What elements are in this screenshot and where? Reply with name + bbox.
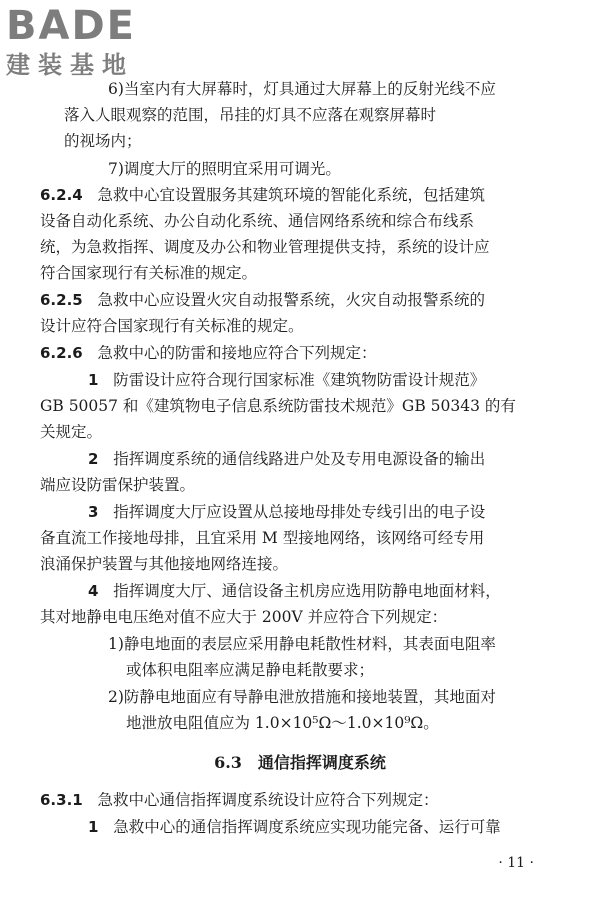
text-line: 备直流工作接地母排，且宜采用 M 型接地网络，该网络可经专用 [40,529,485,547]
text-line: 端应设防雷保护装置。 [40,476,196,494]
clause-line: 6.2.5 急救中心应设置火灾自动报警系统，火灾自动报警系统的 [40,291,486,309]
item-number: 4 [88,582,99,600]
clause-number: 6.2.4 [40,186,83,204]
page-number: · 11 · [498,855,534,871]
item-line: 4 指挥调度大厅、通信设备主机房应选用防静电地面材料， [88,582,501,600]
clause-number: 6.3.1 [40,791,83,809]
item-number: 3 [88,503,99,521]
watermark-subtitle: 建装基地 [6,51,134,79]
text-line: 6)当室内有大屏幕时，灯具通过大屏幕上的反射光线不应 [108,80,496,98]
text-line: 符合国家现行有关标准的规定。 [40,264,258,282]
bade-watermark-logo [6,3,176,88]
text-line: 设备自动化系统、办公自动化系统、通信网络系统和综合布线系 [40,212,475,230]
text-line: 地泄放电阻值应为 1.0×10⁵Ω～1.0×10⁹Ω。 [126,714,439,732]
clause-line: 6.2.4 急救中心宜设置服务其建筑环境的智能化系统，包括建筑 [40,186,486,204]
text-line: 落入人眼观察的范围，吊挂的灯具不应落在观察屏幕时 [64,106,437,124]
item-line: 3 指挥调度大厅应设置从总接地母排处专线引出的电子设 [88,503,486,521]
item-number: 2 [88,450,99,468]
text-line: 浪涌保护装置与其他接地网络连接。 [40,555,289,573]
text-line: 其对地静电电压绝对值不应大于 200V 并应符合下列规定： [40,608,448,626]
clause-number: 6.2.6 [40,344,83,362]
text-line: GB 50057 和《建筑物电子信息系统防雷技术规范》GB 50343 的有 [40,397,516,415]
clause-line: 6.3.1 急救中心通信指挥调度系统设计应符合下列规定： [40,791,439,809]
item-line: 1 急救中心的通信指挥调度系统应实现功能完备、运行可靠 [88,818,501,836]
text-line: 7)调度大厅的照明宜采用可调光。 [108,160,341,178]
clause-number: 6.2.5 [40,291,83,309]
text-line: 关规定。 [40,423,103,441]
text-line: 设计应符合国家现行有关标准的规定。 [40,317,304,335]
text-line: 2)防静电地面应有导静电泄放措施和接地装置，其地面对 [108,688,496,706]
text-line: 或体积电阻率应满足静电耗散要求； [126,661,375,679]
text-line: 的视场内； [64,132,142,150]
clause-line: 6.2.6 急救中心的防雷和接地应符合下列规定： [40,344,377,362]
item-number: 1 [88,818,99,836]
item-line: 2 指挥调度系统的通信线路进户处及专用电源设备的输出 [88,450,486,468]
section-heading: 6.3 通信指挥调度系统 [214,753,386,772]
text-line: 1)静电地面的表层应采用静电耗散性材料，其表面电阻率 [108,635,496,653]
item-number: 1 [88,371,99,389]
item-line: 1 防雷设计应符合现行国家标准《建筑物防雷设计规范》 [88,371,486,389]
text-line: 统，为急救指挥、调度及办公和物业管理提供支持，系统的设计应 [40,238,490,256]
watermark-brand: BADE [6,3,136,49]
